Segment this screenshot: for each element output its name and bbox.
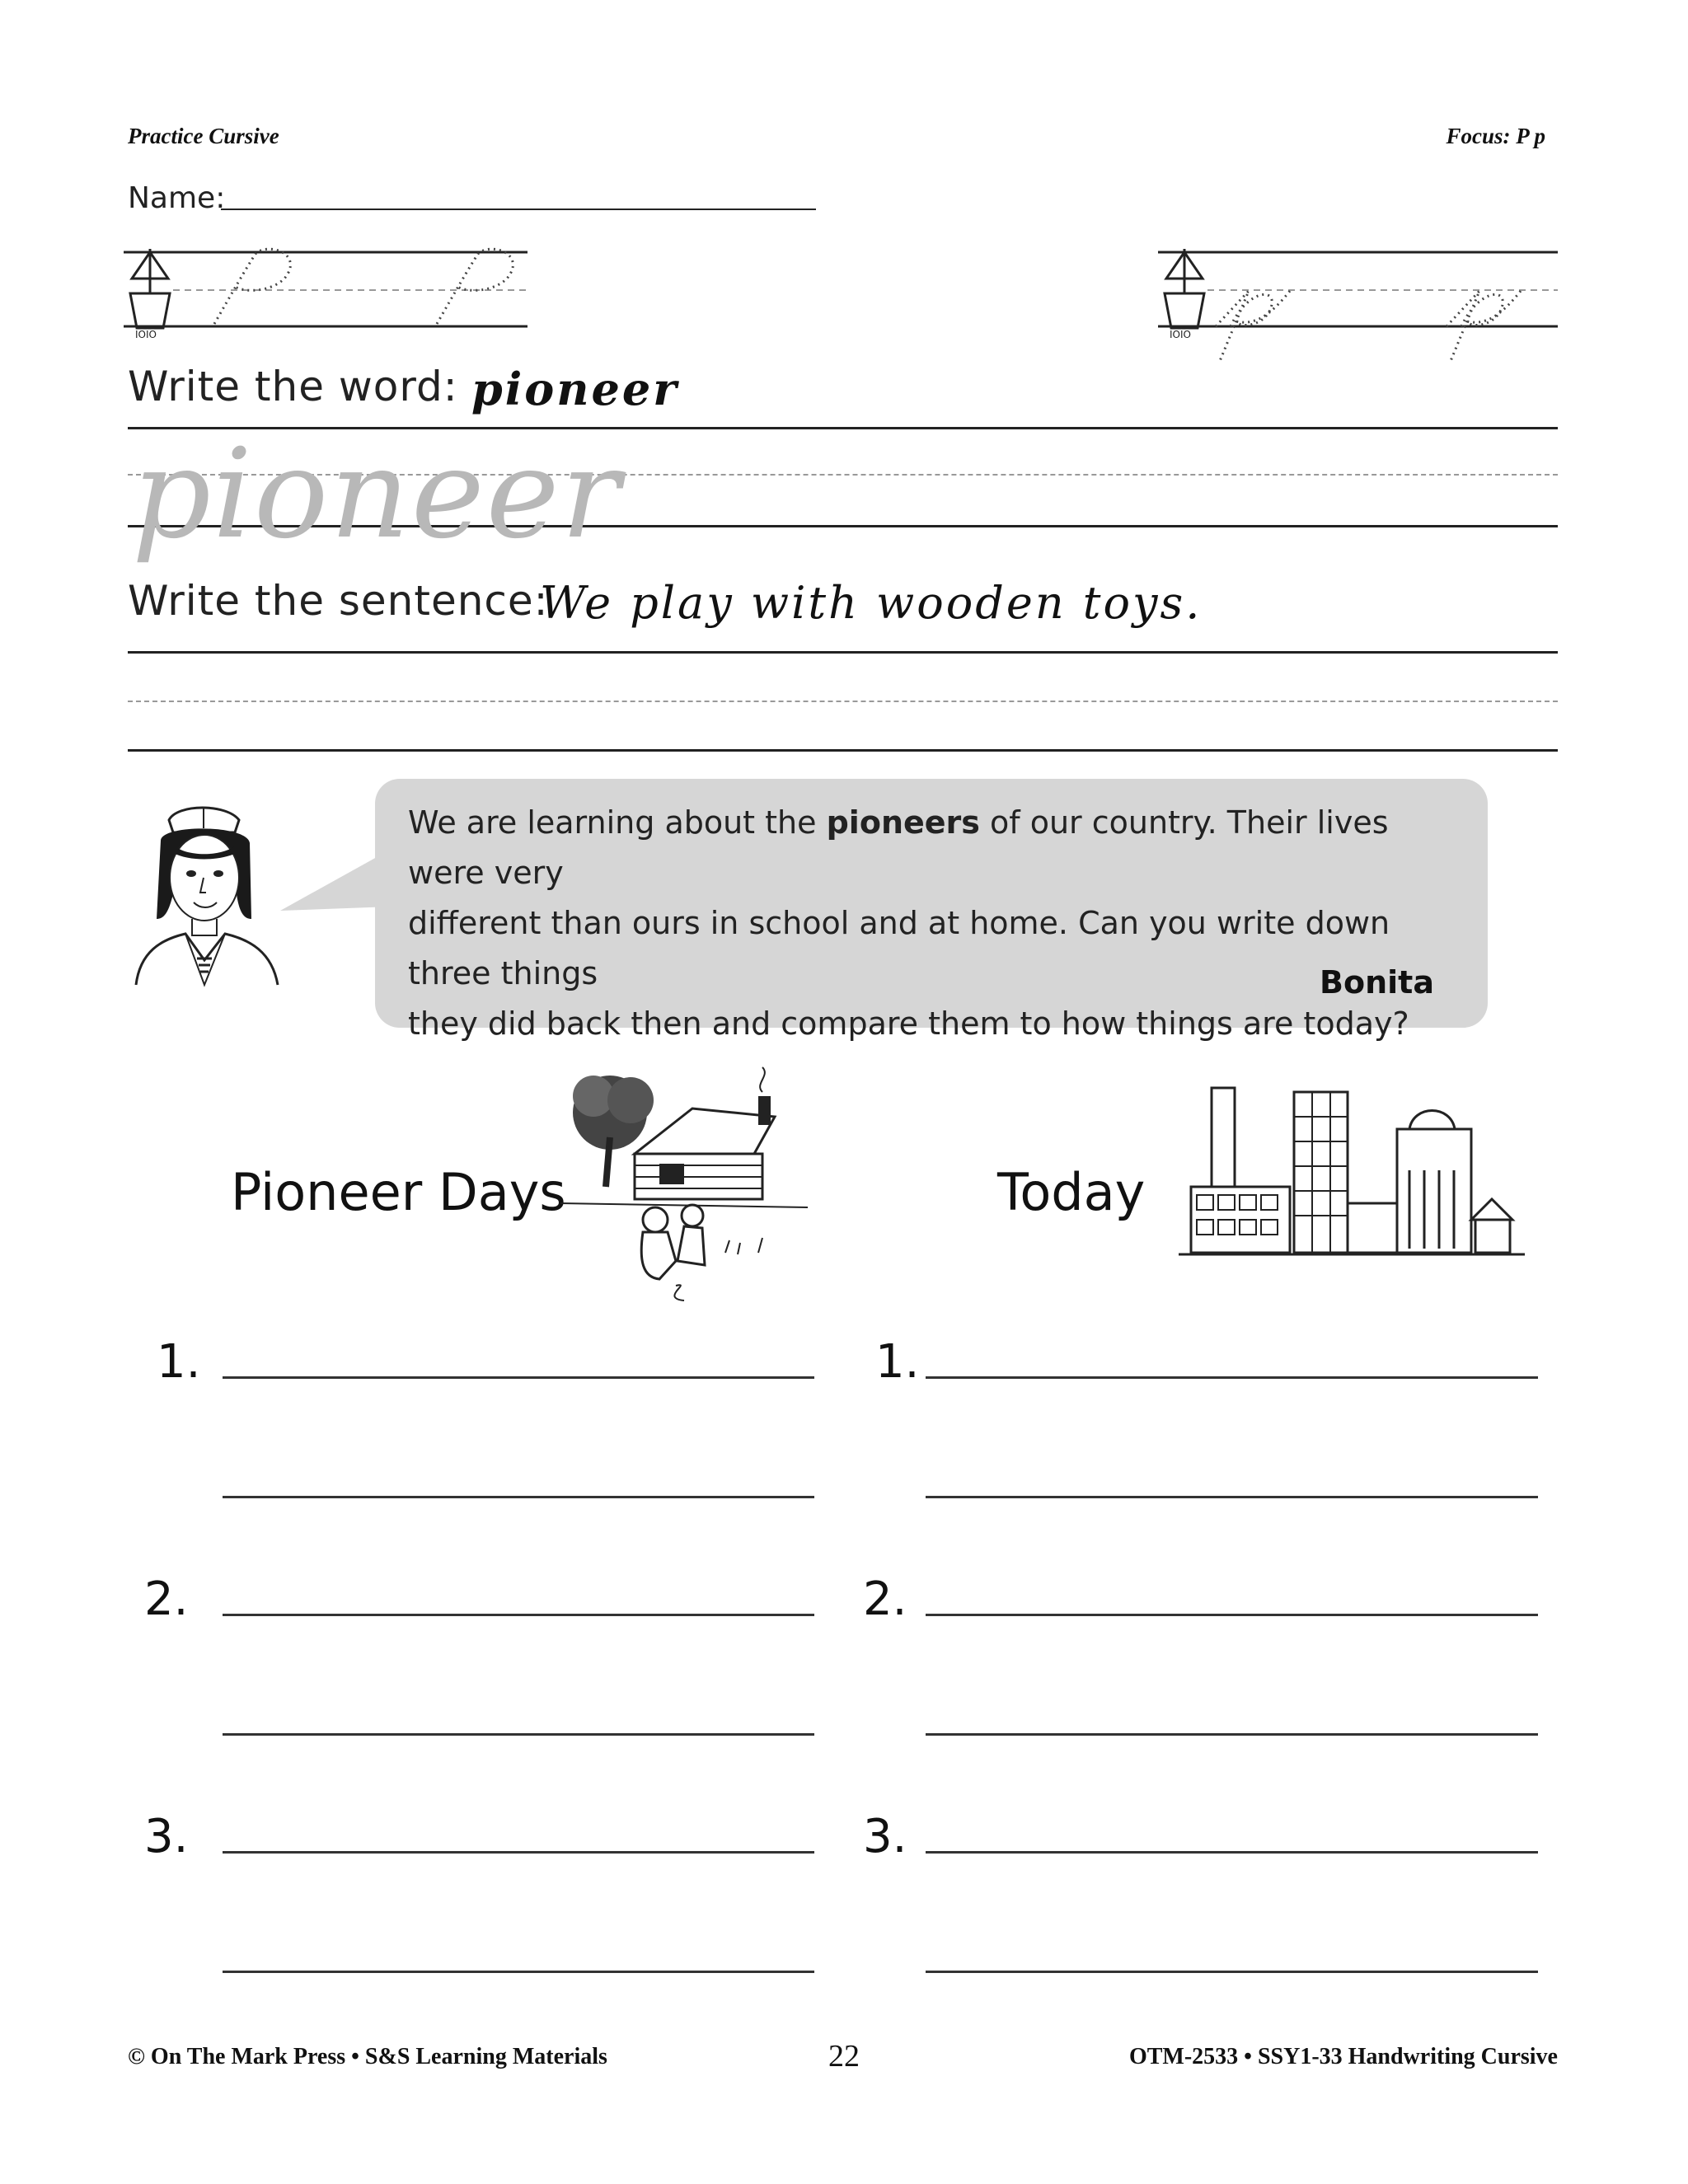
name-write-line[interactable] [221, 209, 816, 210]
pioneer-answer-3-line-2[interactable] [223, 1971, 814, 1973]
today-answer-1-line-2[interactable] [926, 1496, 1538, 1498]
write-word-label: Write the word: [128, 363, 458, 410]
pioneer-number-1: 1. [157, 1335, 201, 1389]
pioneer-answer-1-line-2[interactable] [223, 1496, 814, 1498]
target-word: pioneer [471, 363, 679, 415]
today-answer-1-line-1[interactable] [926, 1376, 1538, 1379]
pioneer-answer-2-line-1[interactable] [223, 1614, 814, 1616]
header-focus: Focus: P p [1446, 124, 1545, 148]
traceable-word: pioneer [132, 423, 622, 566]
today-answer-2-line-2[interactable] [926, 1733, 1538, 1736]
header-left-title: Practice Cursive [128, 124, 279, 148]
pioneer-answer-1-line-1[interactable] [223, 1376, 814, 1379]
today-number-1: 1. [875, 1335, 920, 1389]
write-sentence-label: Write the sentence: [128, 577, 549, 625]
pioneer-cabin-illustration [560, 1063, 812, 1302]
speech-bubble-text [408, 798, 1471, 1049]
pioneer-answer-3-line-1[interactable] [223, 1851, 814, 1854]
letter-p-upper-practice [124, 246, 528, 340]
letter-p-lower-practice [1158, 246, 1558, 365]
today-number-3: 3. [863, 1810, 907, 1863]
bubble-line-2: different than ours in school and at home. Can you write down three things [408, 905, 1390, 991]
pioneer-answer-2-line-2[interactable] [223, 1733, 814, 1736]
sentence-writing-area[interactable] [128, 655, 1558, 750]
footer-publisher: © On The Mark Press • S&S Learning Materials [128, 2044, 607, 2069]
speech-bubble-tail [276, 841, 392, 931]
city-buildings-illustration [1179, 1080, 1525, 1261]
keyword-pioneers: pioneers [826, 804, 980, 841]
today-answer-2-line-1[interactable] [926, 1614, 1538, 1616]
today-answer-3-line-1[interactable] [926, 1851, 1538, 1854]
bonita-avatar [128, 795, 284, 989]
pioneer-number-2: 2. [144, 1572, 189, 1626]
page-number: 22 [828, 2039, 860, 2074]
bubble-line-1: We are learning about the pioneers of our country. Their lives were very [408, 804, 1389, 891]
target-sentence: We play with wooden toys. [540, 577, 1203, 629]
svg-text:IOIO: IOIO [1170, 329, 1191, 340]
name-label: Name: [128, 181, 226, 215]
pioneer-number-3: 3. [144, 1810, 189, 1863]
bubble-line-3: they did back then and compare them to how things are today? [408, 1005, 1409, 1042]
sentence-top-line [128, 651, 1558, 654]
word-writing-area[interactable] [128, 423, 1558, 577]
today-number-2: 2. [863, 1572, 907, 1626]
pioneer-days-heading: Pioneer Days [231, 1162, 566, 1222]
today-answer-3-line-2[interactable] [926, 1971, 1538, 1973]
today-heading: Today [997, 1162, 1146, 1222]
bubble-signature: Bonita [1320, 964, 1434, 1001]
svg-text:IOIO: IOIO [135, 329, 157, 340]
footer-product-code: OTM-2533 • SSY1-33 Handwriting Cursive [1128, 2044, 1558, 2069]
